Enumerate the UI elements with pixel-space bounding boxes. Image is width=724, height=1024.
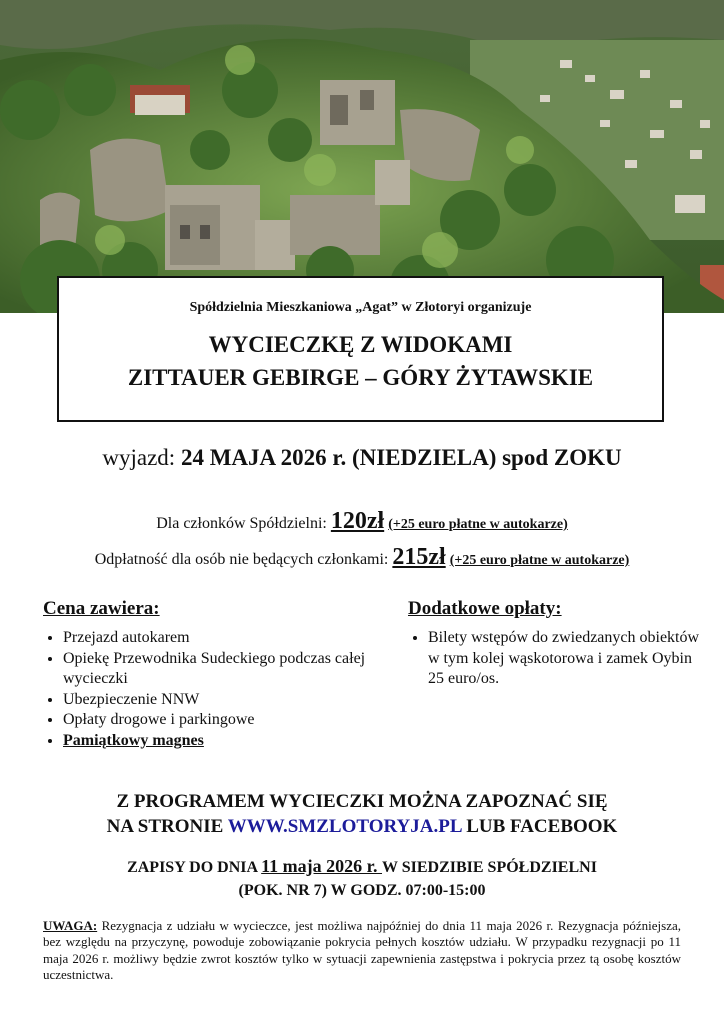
title-box bbox=[57, 276, 664, 422]
list-item: • Pamiątkowy magnes bbox=[63, 731, 388, 752]
price-includes-section bbox=[43, 598, 388, 751]
aerial-landscape-illustration bbox=[0, 0, 724, 313]
members-price: 120zł bbox=[330, 508, 385, 534]
registration-line-1 bbox=[0, 855, 724, 879]
registration-info bbox=[0, 855, 724, 902]
registration-line-2: (POK. NR 7) W GODZ. 07:00-15:00 bbox=[238, 882, 486, 899]
website-link[interactable]: WWW.SMZLOTORYJA.PL bbox=[227, 816, 462, 837]
program-line-2-suffix: LUB FACEBOOK bbox=[461, 816, 618, 837]
program-line-1: Z PROGRAMEM WYCIECZKI MOŻNA ZAPOZNAĆ SIĘ bbox=[116, 791, 608, 812]
extra-fees-list bbox=[408, 628, 708, 690]
program-line-2-prefix: NA STRONIE bbox=[106, 816, 228, 837]
program-info bbox=[0, 789, 724, 839]
registration-deadline: 11 maja 2026 r. bbox=[261, 856, 383, 876]
extra-fees-section bbox=[408, 598, 708, 690]
list-item: • Bilety wstępów do zwiedzanych obiektów w tym kolej wąskotorowa i zamek Oybin 25 euro/os. bbox=[428, 628, 708, 690]
departure-prefix: wyjazd: bbox=[102, 445, 181, 470]
nonmembers-extra: (+25 euro płatne w autokarze) bbox=[449, 553, 630, 568]
trip-title bbox=[59, 328, 662, 394]
price-includes-heading: Cena zawiera: bbox=[43, 598, 160, 619]
members-price-line bbox=[0, 508, 724, 535]
registration-prefix: ZAPISY DO DNIA bbox=[127, 859, 262, 876]
program-line-2 bbox=[0, 814, 724, 839]
departure-details: 24 MAJA 2026 r. (NIEDZIELA) spod ZOKU bbox=[180, 445, 622, 470]
list-item: • Opłaty drogowe i parkingowe bbox=[63, 710, 388, 731]
list-item: • Ubezpieczenie NNW bbox=[63, 690, 388, 711]
hero-photo-castle-ruins bbox=[0, 0, 724, 313]
extra-fees-heading: Dodatkowe opłaty: bbox=[408, 598, 562, 619]
departure-line bbox=[0, 445, 724, 471]
members-price-label: Dla członków Spółdzielni: bbox=[156, 515, 331, 532]
cancellation-notice bbox=[43, 918, 681, 983]
nonmembers-price: 215zł bbox=[392, 544, 446, 570]
trip-title-line-2: ZITTAUER GEBIRGE – GÓRY ŻYTAWSKIE bbox=[127, 365, 594, 390]
notice-label: UWAGA: bbox=[43, 918, 98, 933]
price-includes-list bbox=[43, 628, 388, 751]
notice-text: Rezygnacja z udziału w wycieczce, jest możliwa najpóźniej do dnia 11 maja 2026 r. Rezygnacja późniejsza, bez względu na przyczynę, powoduje zobowiązanie pokrycia pełnych kosztów udziału. W przypadku rezygnacji po 11 maja 2026 r. możliwy będzie zwrot kosztów tylko w sytuacji zapewnienia zastępstwa i pokrycia przez tą osobę kosztów uczestnictwa. bbox=[43, 918, 681, 982]
nonmembers-price-label: Odpłatność dla osób nie będących członkami: bbox=[94, 551, 393, 568]
nonmembers-price-line bbox=[0, 544, 724, 571]
registration-suffix: W SIEDZIBIE SPÓŁDZIELNI bbox=[382, 859, 597, 876]
list-item: • Opiekę Przewodnika Sudeckiego podczas całej wycieczki bbox=[63, 649, 388, 690]
list-item: • Przejazd autokarem bbox=[63, 628, 388, 649]
organizer-line: Spółdzielnia Mieszkaniowa „Agat” w Złotoryi organizuje bbox=[189, 300, 532, 315]
trip-title-line-1: WYCIECZKĘ Z WIDOKAMI bbox=[208, 332, 513, 357]
members-extra: (+25 euro płatne w autokarze) bbox=[388, 517, 568, 532]
